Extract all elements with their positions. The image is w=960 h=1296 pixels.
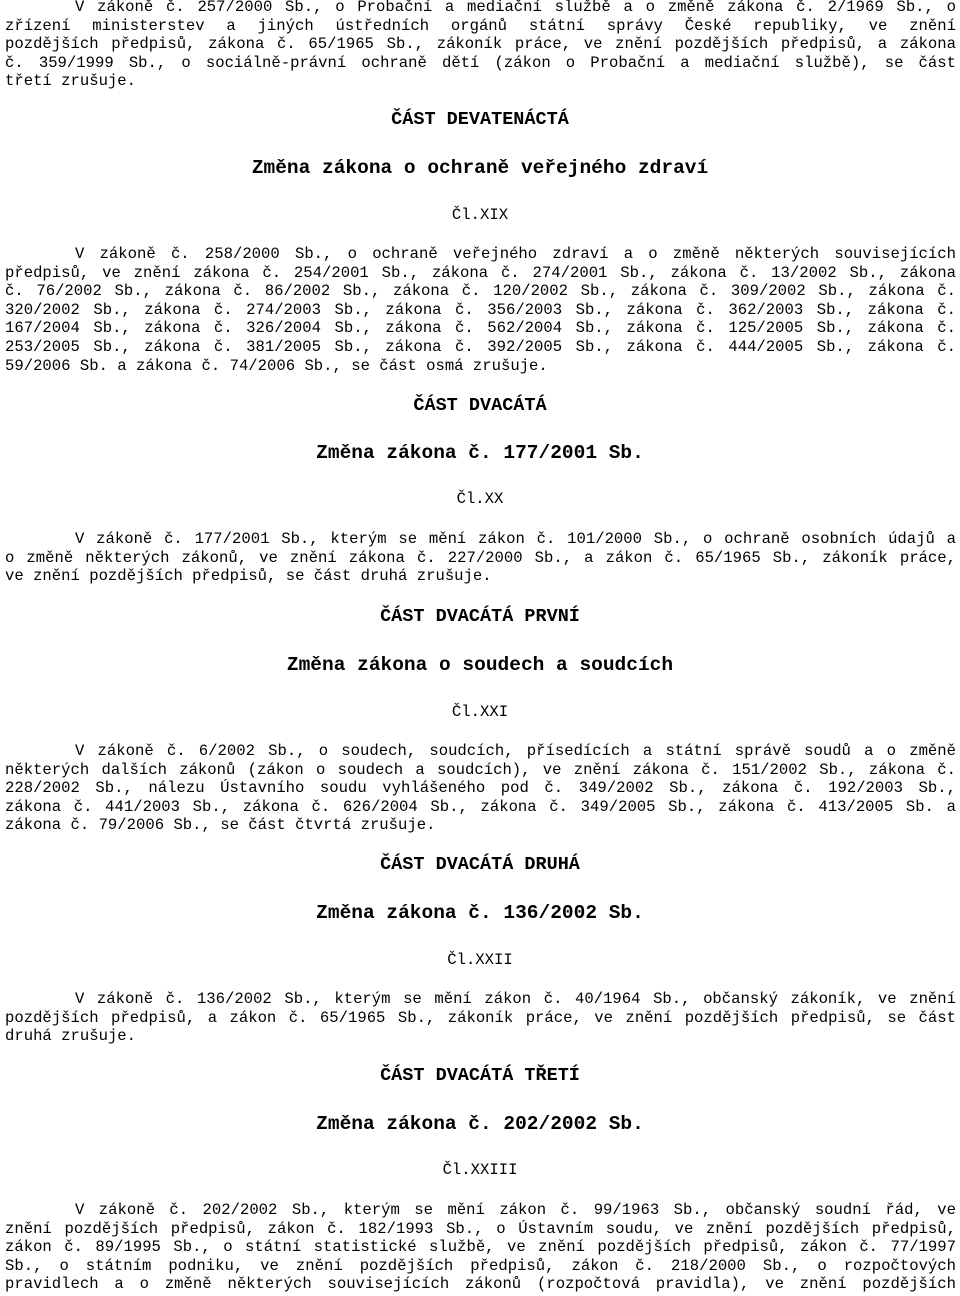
text-line: ve znění pozdějších předpisů, se část druhá zrušuje. (5, 567, 492, 586)
law-title-23: Změna zákona č. 202/2002 Sb. (316, 1113, 644, 1135)
text-line: znění pozdějších předpisů, zákon č. 182/1993 Sb., o Ústavním soudu, ve znění pozdějších předpisů, (5, 1219, 956, 1238)
paragraph-soudy-soudci (5, 742, 956, 835)
text-line: zákona č. 79/2006 Sb., se část čtvrtá zrušuje. (5, 816, 436, 835)
text-line: předpisů, ve znění zákona č. 254/2001 Sb., zákona č. 274/2001 Sb., zákona č. 13/2002 Sb., zákona (5, 263, 956, 282)
text-line: 59/2006 Sb. a zákona č. 74/2006 Sb., se část osmá zrušuje. (5, 356, 548, 375)
paragraph-202-2002 (5, 1201, 956, 1294)
text-line: 253/2005 Sb., zákona č. 381/2005 Sb., zákona č. 392/2005 Sb., zákona č. 444/2005 Sb., zákona č. (5, 337, 956, 356)
article-number-19: Čl.XIX (451, 206, 509, 224)
law-title-22: Změna zákona č. 136/2002 Sb. (316, 902, 644, 924)
paragraph-probacni-sluzba (5, 0, 956, 91)
law-title-21: Změna zákona o soudech a soudcích (286, 654, 674, 676)
part-heading-23: ČÁST DVACÁTÁ TŘETÍ (380, 1065, 580, 1086)
text-line: Sb., o státním podniku, ve znění pozdějších předpisů, zákon č. 218/2000 Sb., o rozpočtových (5, 1256, 956, 1275)
article-number-22: Čl.XXII (447, 951, 513, 969)
article-number-21: Čl.XXI (451, 703, 509, 721)
part-heading-20: ČÁST DVACÁTÁ (413, 395, 547, 416)
text-line: pravidlech a o změně některých souvisejících zákonů (rozpočtová pravidla), ve znění pozdějších (5, 1275, 956, 1294)
text-line: V zákoně č. 6/2002 Sb., o soudech, soudcích, přísedících a státní správě soudů a o změně (75, 742, 956, 760)
text-line: 167/2004 Sb., zákona č. 326/2004 Sb., zákona č. 562/2004 Sb., zákona č. 125/2005 Sb., zákona č. (5, 319, 956, 338)
text-line: č. 76/2002 Sb., zákona č. 86/2002 Sb., zákona č. 120/2002 Sb., zákona č. 309/2002 Sb., zákona č. (5, 282, 956, 301)
text-line: zákona č. 441/2003 Sb., zákona č. 626/2004 Sb., zákona č. 349/2005 Sb., zákona č. 413/2005 Sb. a (5, 797, 956, 816)
part-heading-22: ČÁST DVACÁTÁ DRUHÁ (380, 854, 580, 875)
text-line: V zákoně č. 258/2000 Sb., o ochraně veřejného zdraví a o změně některých souvisejících (75, 245, 956, 263)
law-title-20: Změna zákona č. 177/2001 Sb. (316, 442, 644, 464)
part-heading-21: ČÁST DVACÁTÁ PRVNÍ (380, 606, 580, 627)
law-title-19: Změna zákona o ochraně veřejného zdraví (251, 157, 709, 179)
text-line: 228/2002 Sb., nálezu Ústavního soudu vyhlášeného pod č. 349/2002 Sb., zákona č. 192/2003 Sb., (5, 779, 956, 798)
text-line: pozdějších předpisů, zákona č. 65/1965 Sb., zákoník práce, ve znění pozdějších předpisů, a zákona (5, 35, 956, 54)
text-line: V zákoně č. 177/2001 Sb., kterým se mění zákon č. 101/2000 Sb., o ochraně osobních údajů a (75, 530, 956, 548)
paragraph-136-2002 (5, 990, 956, 1046)
text-line: 320/2002 Sb., zákona č. 274/2003 Sb., zákona č. 356/2003 Sb., zákona č. 362/2003 Sb., zákona č. (5, 300, 956, 319)
paragraph-verejne-zdravi (5, 245, 956, 375)
text-line: pozdějších předpisů, a zákon č. 65/1965 Sb., zákoník práce, ve znění pozdějších předpisů, se část (5, 1008, 956, 1027)
text-line: zřízení ministerstev a jiných ústředních orgánů státní správy České republiky, ve znění (5, 16, 956, 35)
text-line: druhá zrušuje. (5, 1027, 137, 1046)
part-heading-19: ČÁST DEVATENÁCTÁ (391, 109, 569, 130)
text-line: V zákoně č. 136/2002 Sb., kterým se mění zákon č. 40/1964 Sb., občanský zákoník, ve znění (75, 990, 956, 1008)
article-number-20: Čl.XX (456, 490, 504, 508)
text-line: V zákoně č. 202/2002 Sb., kterým se mění zákon č. 99/1963 Sb., občanský soudní řád, ve (75, 1201, 956, 1219)
paragraph-177-2001 (5, 530, 956, 586)
text-line: č. 359/1999 Sb., o sociálně-právní ochraně dětí (zákon o Probační a mediační službě), se část (5, 53, 956, 72)
text-line: o změně některých zákonů, ve znění zákona č. 227/2000 Sb., a zákon č. 65/1965 Sb., zákoník práce, (5, 548, 956, 567)
text-line: zákon č. 89/1995 Sb., o státní statistické službě, ve znění pozdějších předpisů, zákon č. 77/1997 (5, 1238, 956, 1257)
article-number-23: Čl.XXIII (442, 1161, 518, 1179)
text-line: V zákoně č. 257/2000 Sb., o Probační a mediační službě a o změně zákona č. 2/1969 Sb., o (75, 0, 956, 16)
text-line: některých dalších zákonů (zákon o soudech a soudcích), ve znění zákona č. 151/2002 Sb., zákona č. (5, 760, 956, 779)
text-line: třetí zrušuje. (5, 72, 137, 91)
